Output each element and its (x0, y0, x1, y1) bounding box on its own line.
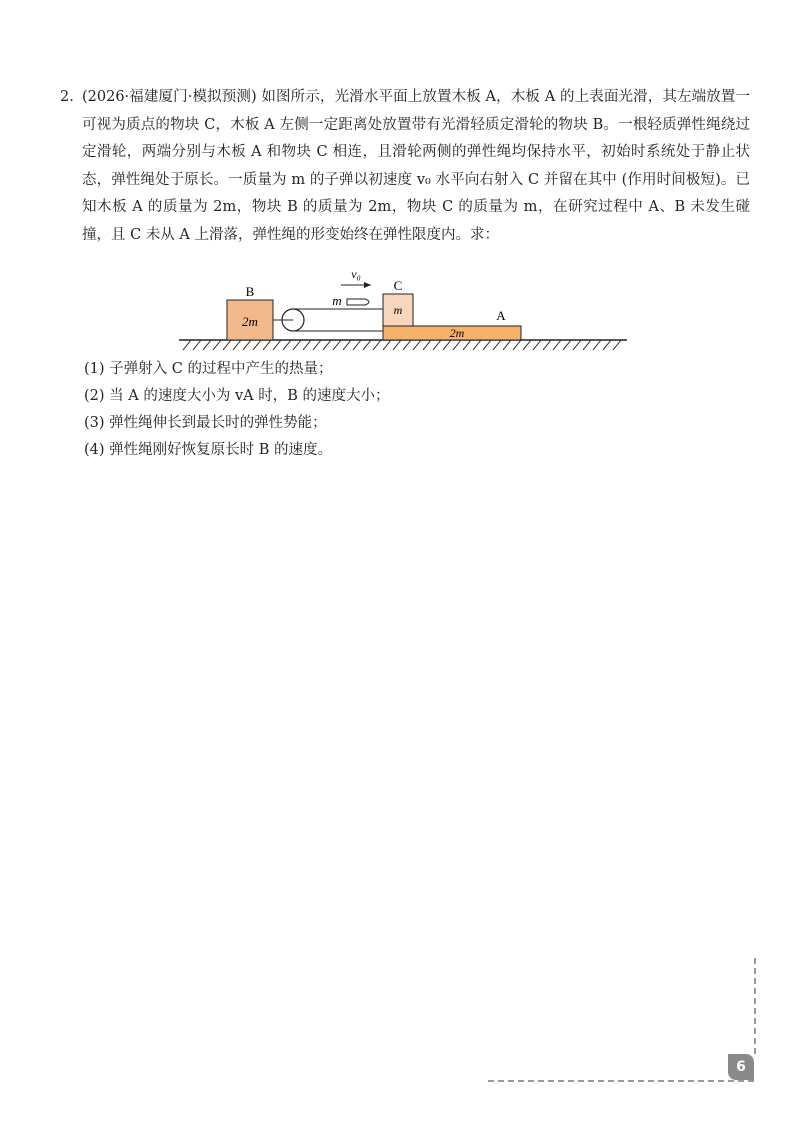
page-corner-dashed-vertical (754, 958, 756, 1054)
board-a-mass: 2m (449, 326, 465, 340)
block-b-mass: 2m (242, 314, 258, 329)
page-corner-dashed-horizontal (488, 1080, 754, 1082)
question-2: (2) 当 A 的速度大小为 vA 时，B 的速度大小； (84, 388, 390, 404)
bullet-icon (347, 299, 369, 305)
problem-2 (60, 84, 750, 249)
question-1: (1) 子弹射入 C 的过程中产生的热量； (84, 361, 333, 377)
ground-hatching (183, 340, 621, 350)
physics-figure (175, 262, 635, 354)
problem-stem: (2026·福建厦门·模拟预测) 如图所示，光滑水平面上放置木板 A，木板 A 的上表面光滑，其左端放置一可视为质点的物块 C，木板 A 左侧一定距离处放置带有光滑轻质定滑轮的物块 B。一根轻质弹性绳绕过定滑轮，两端分别与木板 A 和物块 C 相连，且滑轮两侧的弹性绳均保持水平，初始时系统处于静止状态，弹性绳处于原长。一质量为 m 的子弹以初速度 v₀ 水平向右射入 C 并留在其中 (作用时间极短)。已知木板 A 的质量为 2m，物块 B 的质量为 2m，物块 C 的质量为 m，在研究过程中 A、B 未发生碰撞，且 C 未从 A 上滑落，弹性绳的形变始终在弹性限度内。求： (82, 89, 750, 243)
question-4: (4) 弹性绳刚好恢复原长时 B 的速度。 (84, 442, 333, 458)
question-3: (3) 弹性绳伸长到最长时的弹性势能； (84, 415, 327, 431)
velocity-arrowhead-icon (364, 282, 371, 288)
problem-number: 2. (60, 89, 74, 105)
block-c-label: C (393, 278, 403, 293)
page-number: 6 (728, 1054, 754, 1080)
question-list (84, 356, 724, 464)
bullet-mass: m (332, 293, 342, 308)
velocity-label: v₀ (351, 267, 361, 281)
block-b-label: B (245, 284, 255, 299)
block-c-mass: m (393, 303, 403, 317)
board-a-label: A (496, 308, 506, 323)
